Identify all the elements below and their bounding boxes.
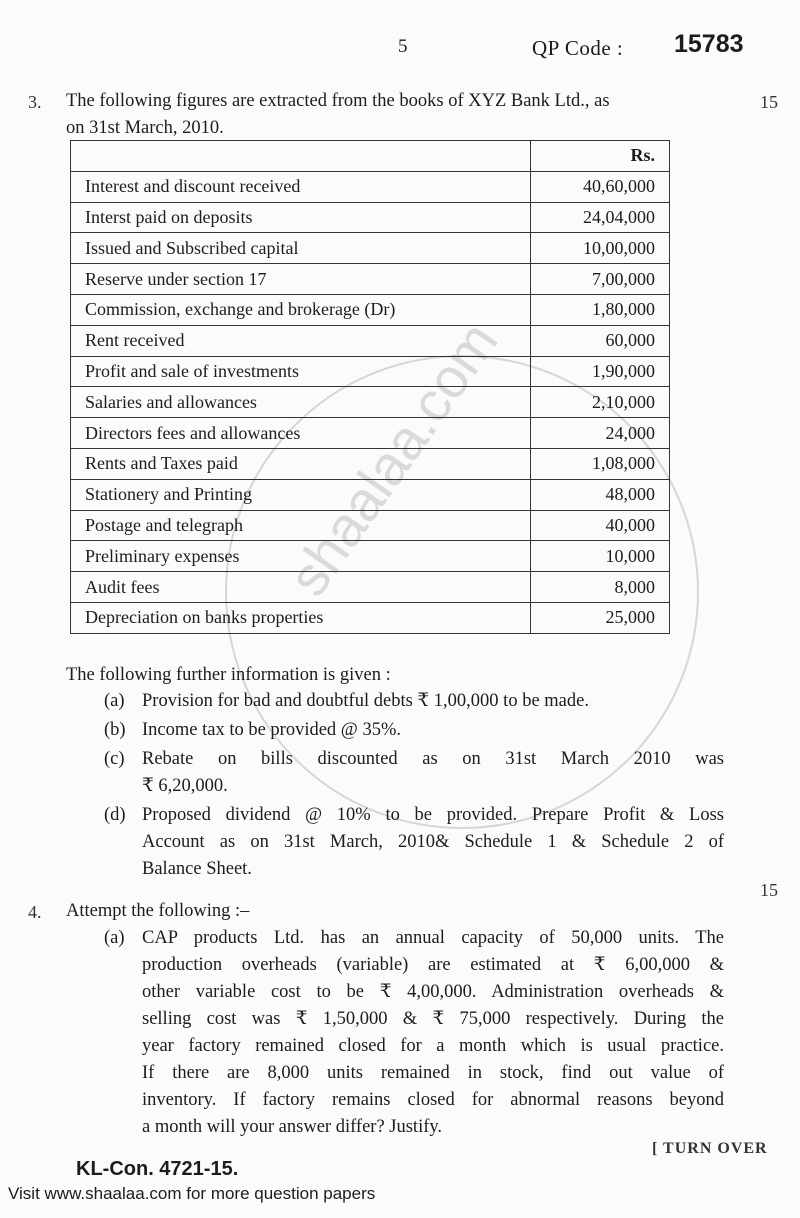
paper-code: KL-Con. 4721-15. <box>76 1158 239 1180</box>
table-header-row <box>71 141 670 172</box>
particular-cell: Salaries and allowances <box>71 387 531 418</box>
further-info-list <box>104 688 724 885</box>
particulars-header <box>71 141 531 172</box>
particular-cell: Depreciation on banks properties <box>71 602 531 633</box>
table-row <box>71 233 670 264</box>
amount-cell: 25,000 <box>531 602 670 633</box>
qp-code-label: QP Code : <box>532 36 624 60</box>
amount-cell: 40,60,000 <box>531 171 670 202</box>
particular-cell: Stationery and Printing <box>71 479 531 510</box>
table-row <box>71 602 670 633</box>
bank-figures-table <box>70 140 670 634</box>
footer-text: Visit www.shaalaa.com for more question papers <box>8 1184 376 1203</box>
amount-cell: 10,000 <box>531 541 670 572</box>
question-3-marks: 15 <box>760 92 778 112</box>
amount-header: Rs. <box>531 141 670 172</box>
table-row <box>71 572 670 603</box>
item-line: Account as on 31st March, 2010& Schedule 1 & Schedule 2 of <box>142 832 724 852</box>
watermark-text: shaalaa.com <box>275 310 510 607</box>
item-a-line: If there are 8,000 units remained in stock, find out value of <box>142 1063 724 1083</box>
question-3-intro-line2: on 31st March, 2010. <box>66 118 224 138</box>
question-3-number: 3. <box>28 92 42 112</box>
further-info-item <box>104 717 724 744</box>
question-4-marks: 15 <box>760 880 778 900</box>
table-row <box>71 387 670 418</box>
item-a-line: selling cost was ₹ 1,50,000 & ₹ 75,000 respectively. During the <box>142 1009 724 1029</box>
amount-cell: 40,000 <box>531 510 670 541</box>
further-info: The following further information is given : <box>66 665 391 685</box>
item-a-line: CAP products Ltd. has an annual capacity of 50,000 units. The <box>142 928 724 948</box>
amount-cell: 10,00,000 <box>531 233 670 264</box>
item-label: (d) <box>104 805 126 825</box>
particular-cell: Interest and discount received <box>71 171 531 202</box>
question-4-title: Attempt the following :– <box>66 901 250 921</box>
page-number: 5 <box>398 36 408 57</box>
item-line: Rebate on bills discounted as on 31st March 2010 was <box>142 749 724 769</box>
turn-over: [ TURN OVER <box>652 1140 768 1157</box>
amount-cell: 1,80,000 <box>531 294 670 325</box>
table-row <box>71 541 670 572</box>
item-text <box>142 688 724 715</box>
particular-cell: Audit fees <box>71 572 531 603</box>
table-row <box>71 448 670 479</box>
table-row <box>71 171 670 202</box>
further-info-item <box>104 802 724 883</box>
table-row <box>71 479 670 510</box>
item-line: Balance Sheet. <box>142 859 252 879</box>
table-row <box>71 510 670 541</box>
table-row <box>71 294 670 325</box>
question-4-item-a <box>104 925 724 1141</box>
item-text <box>142 746 724 800</box>
particular-cell: Rents and Taxes paid <box>71 448 531 479</box>
item-line: ₹ 6,20,000. <box>142 776 228 796</box>
item-a-line: a month will your answer differ? Justify. <box>142 1117 443 1137</box>
amount-cell: 60,000 <box>531 325 670 356</box>
table-row <box>71 202 670 233</box>
item-a-line: production overheads (variable) are estimated at ₹ 6,00,000 & <box>142 955 724 975</box>
further-info-item <box>104 746 724 800</box>
item-line: Provision for bad and doubtful debts ₹ 1,00,000 to be made. <box>142 691 589 711</box>
particular-cell: Postage and telegraph <box>71 510 531 541</box>
item-label: (a) <box>104 691 125 711</box>
table-row <box>71 356 670 387</box>
item-label: (c) <box>104 749 125 769</box>
item-a-line: year factory remained closed for a month which is usual practice. <box>142 1036 724 1056</box>
table-row <box>71 325 670 356</box>
amount-cell: 1,08,000 <box>531 448 670 479</box>
further-info-item <box>104 688 724 715</box>
table-row <box>71 264 670 295</box>
amount-cell: 48,000 <box>531 479 670 510</box>
amount-cell: 8,000 <box>531 572 670 603</box>
item-a-text <box>142 925 724 1141</box>
particular-cell: Commission, exchange and brokerage (Dr) <box>71 294 531 325</box>
amount-cell: 1,90,000 <box>531 356 670 387</box>
item-a-line: inventory. If factory remains closed for abnormal reasons beyond <box>142 1090 724 1110</box>
item-a-line: other variable cost to be ₹ 4,00,000. Administration overheads & <box>142 982 724 1002</box>
amount-cell: 24,000 <box>531 418 670 449</box>
particular-cell: Issued and Subscribed capital <box>71 233 531 264</box>
item-line: Proposed dividend @ 10% to be provided. Prepare Profit & Loss <box>142 805 724 825</box>
particular-cell: Interst paid on deposits <box>71 202 531 233</box>
item-line: Income tax to be provided @ 35%. <box>142 720 402 740</box>
amount-cell: 2,10,000 <box>531 387 670 418</box>
item-label: (b) <box>104 720 126 740</box>
item-text <box>142 717 724 744</box>
particular-cell: Preliminary expenses <box>71 541 531 572</box>
amount-cell: 24,04,000 <box>531 202 670 233</box>
amount-cell: 7,00,000 <box>531 264 670 295</box>
table-row <box>71 418 670 449</box>
particular-cell: Reserve under section 17 <box>71 264 531 295</box>
particular-cell: Profit and sale of investments <box>71 356 531 387</box>
particular-cell: Rent received <box>71 325 531 356</box>
item-text <box>142 802 724 883</box>
particular-cell: Directors fees and allowances <box>71 418 531 449</box>
question-3-intro-line1: The following figures are extracted from the books of XYZ Bank Ltd., as <box>66 91 610 111</box>
qp-code-value: 15783 <box>674 30 744 58</box>
question-4-number: 4. <box>28 902 42 922</box>
item-a-label: (a) <box>104 928 125 948</box>
